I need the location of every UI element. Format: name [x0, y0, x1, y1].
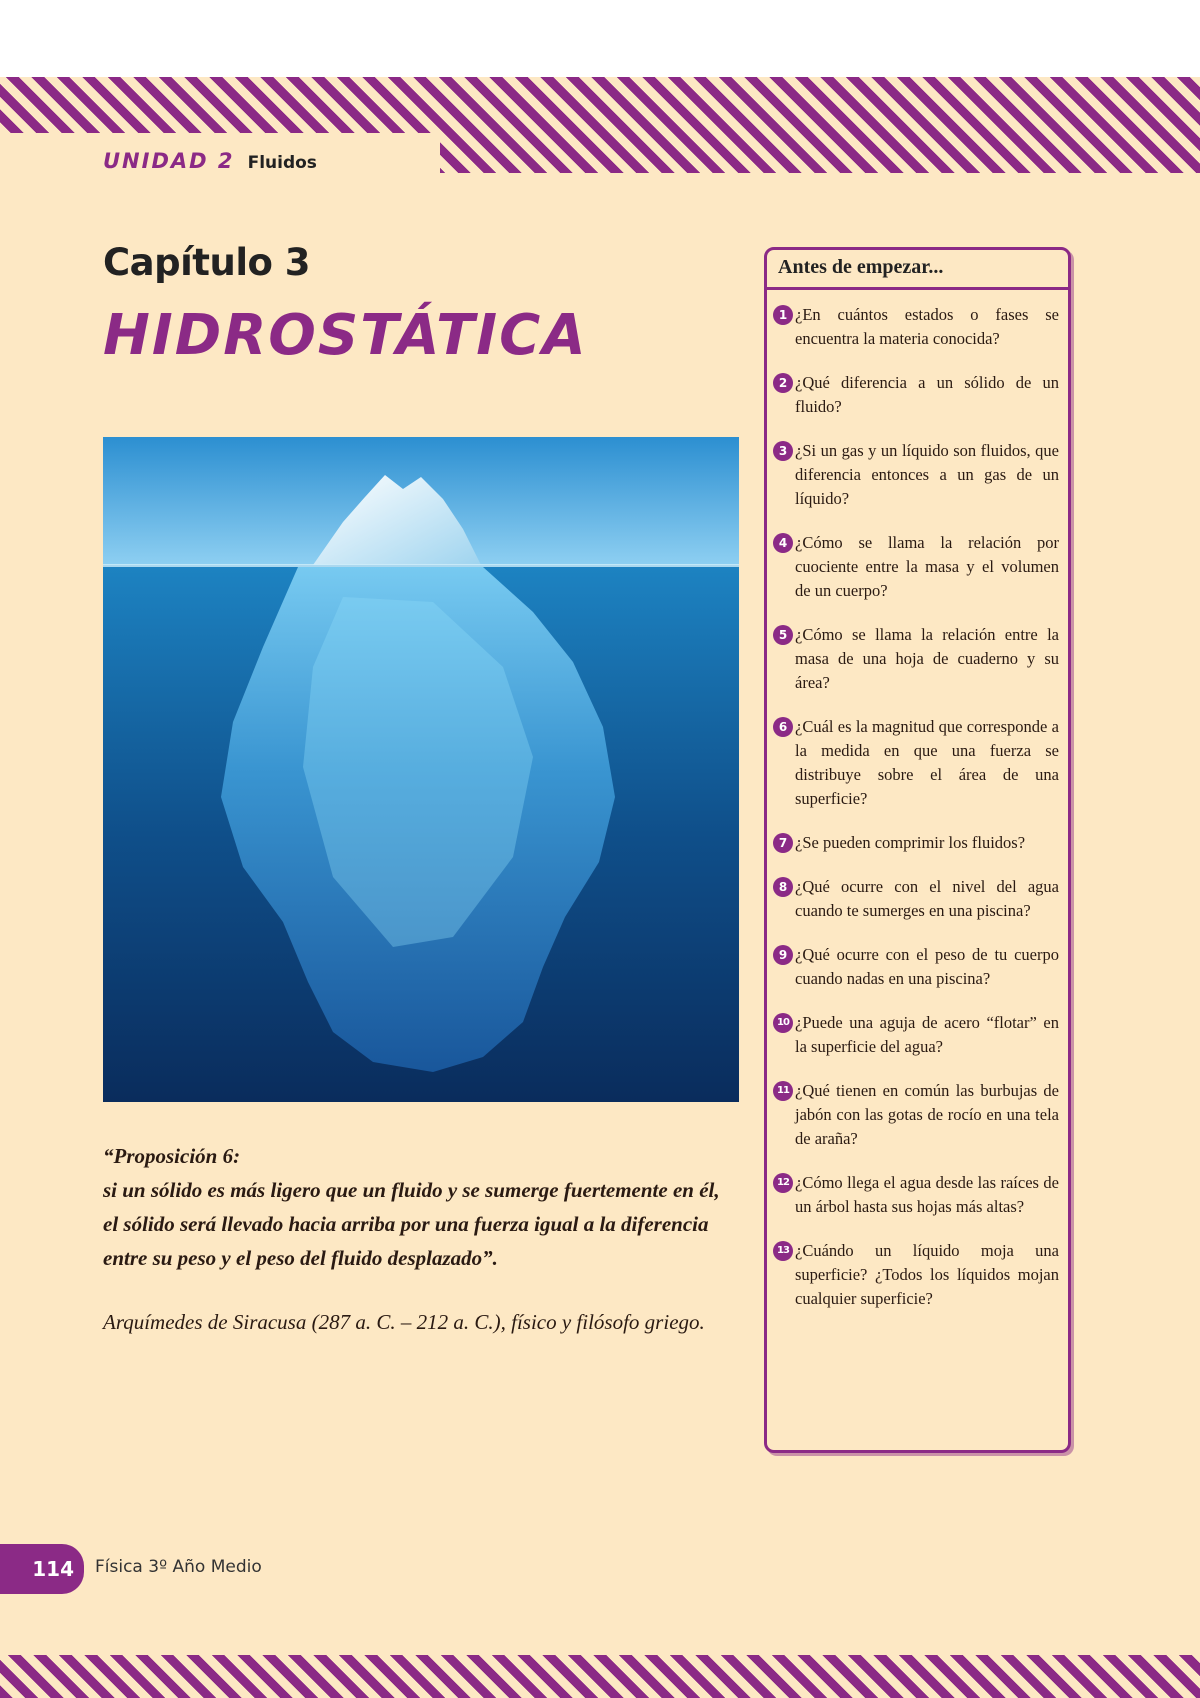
- question-item: [773, 831, 1059, 855]
- question-item: [773, 623, 1059, 695]
- question-number-badge: 6: [773, 717, 793, 737]
- question-item: [773, 715, 1059, 811]
- quote-attribution: Arquímedes de Siracusa (287 a. C. – 212 a. C.), físico y filósofo griego.: [103, 1310, 705, 1334]
- question-number-badge: 2: [773, 373, 793, 393]
- question-text: ¿Cómo llega el agua desde las raíces de un árbol hasta sus hojas más altas?: [795, 1173, 1059, 1216]
- question-text: ¿Qué ocurre con el nivel del agua cuando te sumerges en una piscina?: [795, 877, 1059, 920]
- sidebar-title: Antes de empezar...: [767, 250, 1068, 290]
- question-item: [773, 1239, 1059, 1311]
- question-number-badge: 12: [773, 1173, 793, 1193]
- quote-heading: “Proposición 6:: [103, 1144, 241, 1168]
- question-item: [773, 439, 1059, 511]
- page: [0, 77, 1200, 1698]
- archimedes-quote: [103, 1139, 723, 1275]
- book-title: Física 3º Año Medio: [95, 1557, 262, 1577]
- chapter-label: Capítulo 3: [103, 241, 311, 284]
- before-starting-box: [764, 247, 1071, 1453]
- question-item: [773, 1011, 1059, 1059]
- question-text: ¿Se pueden comprimir los fluidos?: [795, 833, 1026, 852]
- question-number-badge: 4: [773, 533, 793, 553]
- question-list: [767, 290, 1068, 1311]
- question-number-badge: 3: [773, 441, 793, 461]
- question-number-badge: 5: [773, 625, 793, 645]
- question-text: ¿Cuándo un líquido moja una superficie? ¿Todos los líquidos mojan cualquier superficie?: [795, 1241, 1059, 1308]
- question-text: ¿Puede una aguja de acero “flotar” en la superficie del agua?: [795, 1013, 1059, 1056]
- chapter-title: HIDROSTÁTICA: [103, 303, 588, 368]
- question-text: ¿Cómo se llama la relación entre la masa de una hoja de cuaderno y su área?: [795, 625, 1059, 692]
- unit-name: Fluidos: [247, 153, 317, 173]
- question-number-badge: 1: [773, 305, 793, 325]
- iceberg-image: [103, 437, 739, 1102]
- question-item: [773, 531, 1059, 603]
- unit-header: [103, 149, 317, 173]
- question-text: ¿En cuántos estados o fases se encuentra la materia conocida?: [795, 305, 1059, 348]
- question-text: ¿Cuál es la magnitud que corresponde a la medida en que una fuerza se distribuye sobre el área de una superficie?: [795, 717, 1059, 808]
- question-text: ¿Qué diferencia a un sólido de un fluido?: [795, 373, 1059, 416]
- question-number-badge: 8: [773, 877, 793, 897]
- band-mask-slant: [400, 133, 460, 193]
- question-item: [773, 371, 1059, 419]
- question-item: [773, 875, 1059, 923]
- question-number-badge: 9: [773, 945, 793, 965]
- question-text: ¿Cómo se llama la relación por cuociente entre la masa y el volumen de un cuerpo?: [795, 533, 1059, 600]
- question-number-badge: 13: [773, 1241, 793, 1261]
- question-text: ¿Si un gas y un líquido son fluidos, que diferencia entonces a un gas de un líquido?: [795, 441, 1059, 508]
- question-item: [773, 1171, 1059, 1219]
- question-text: ¿Qué ocurre con el peso de tu cuerpo cuando nadas en una piscina?: [795, 945, 1059, 988]
- question-item: [773, 303, 1059, 351]
- bottom-stripe-band: [0, 1655, 1200, 1698]
- question-number-badge: 11: [773, 1081, 793, 1101]
- question-text: ¿Qué tienen en común las burbujas de jabón con las gotas de rocío en una tela de araña?: [795, 1081, 1059, 1148]
- page-number: 114: [0, 1544, 84, 1594]
- question-number-badge: 10: [773, 1013, 793, 1033]
- unit-label: UNIDAD 2: [103, 149, 235, 173]
- quote-text: si un sólido es más ligero que un fluido y se sumerge fuertemente en él, el sólido será llevado hacia arriba por una fuerza igual a la diferencia entre su peso y el peso del fluido desplazado”.: [103, 1178, 720, 1270]
- question-item: [773, 943, 1059, 991]
- question-item: [773, 1079, 1059, 1151]
- question-number-badge: 7: [773, 833, 793, 853]
